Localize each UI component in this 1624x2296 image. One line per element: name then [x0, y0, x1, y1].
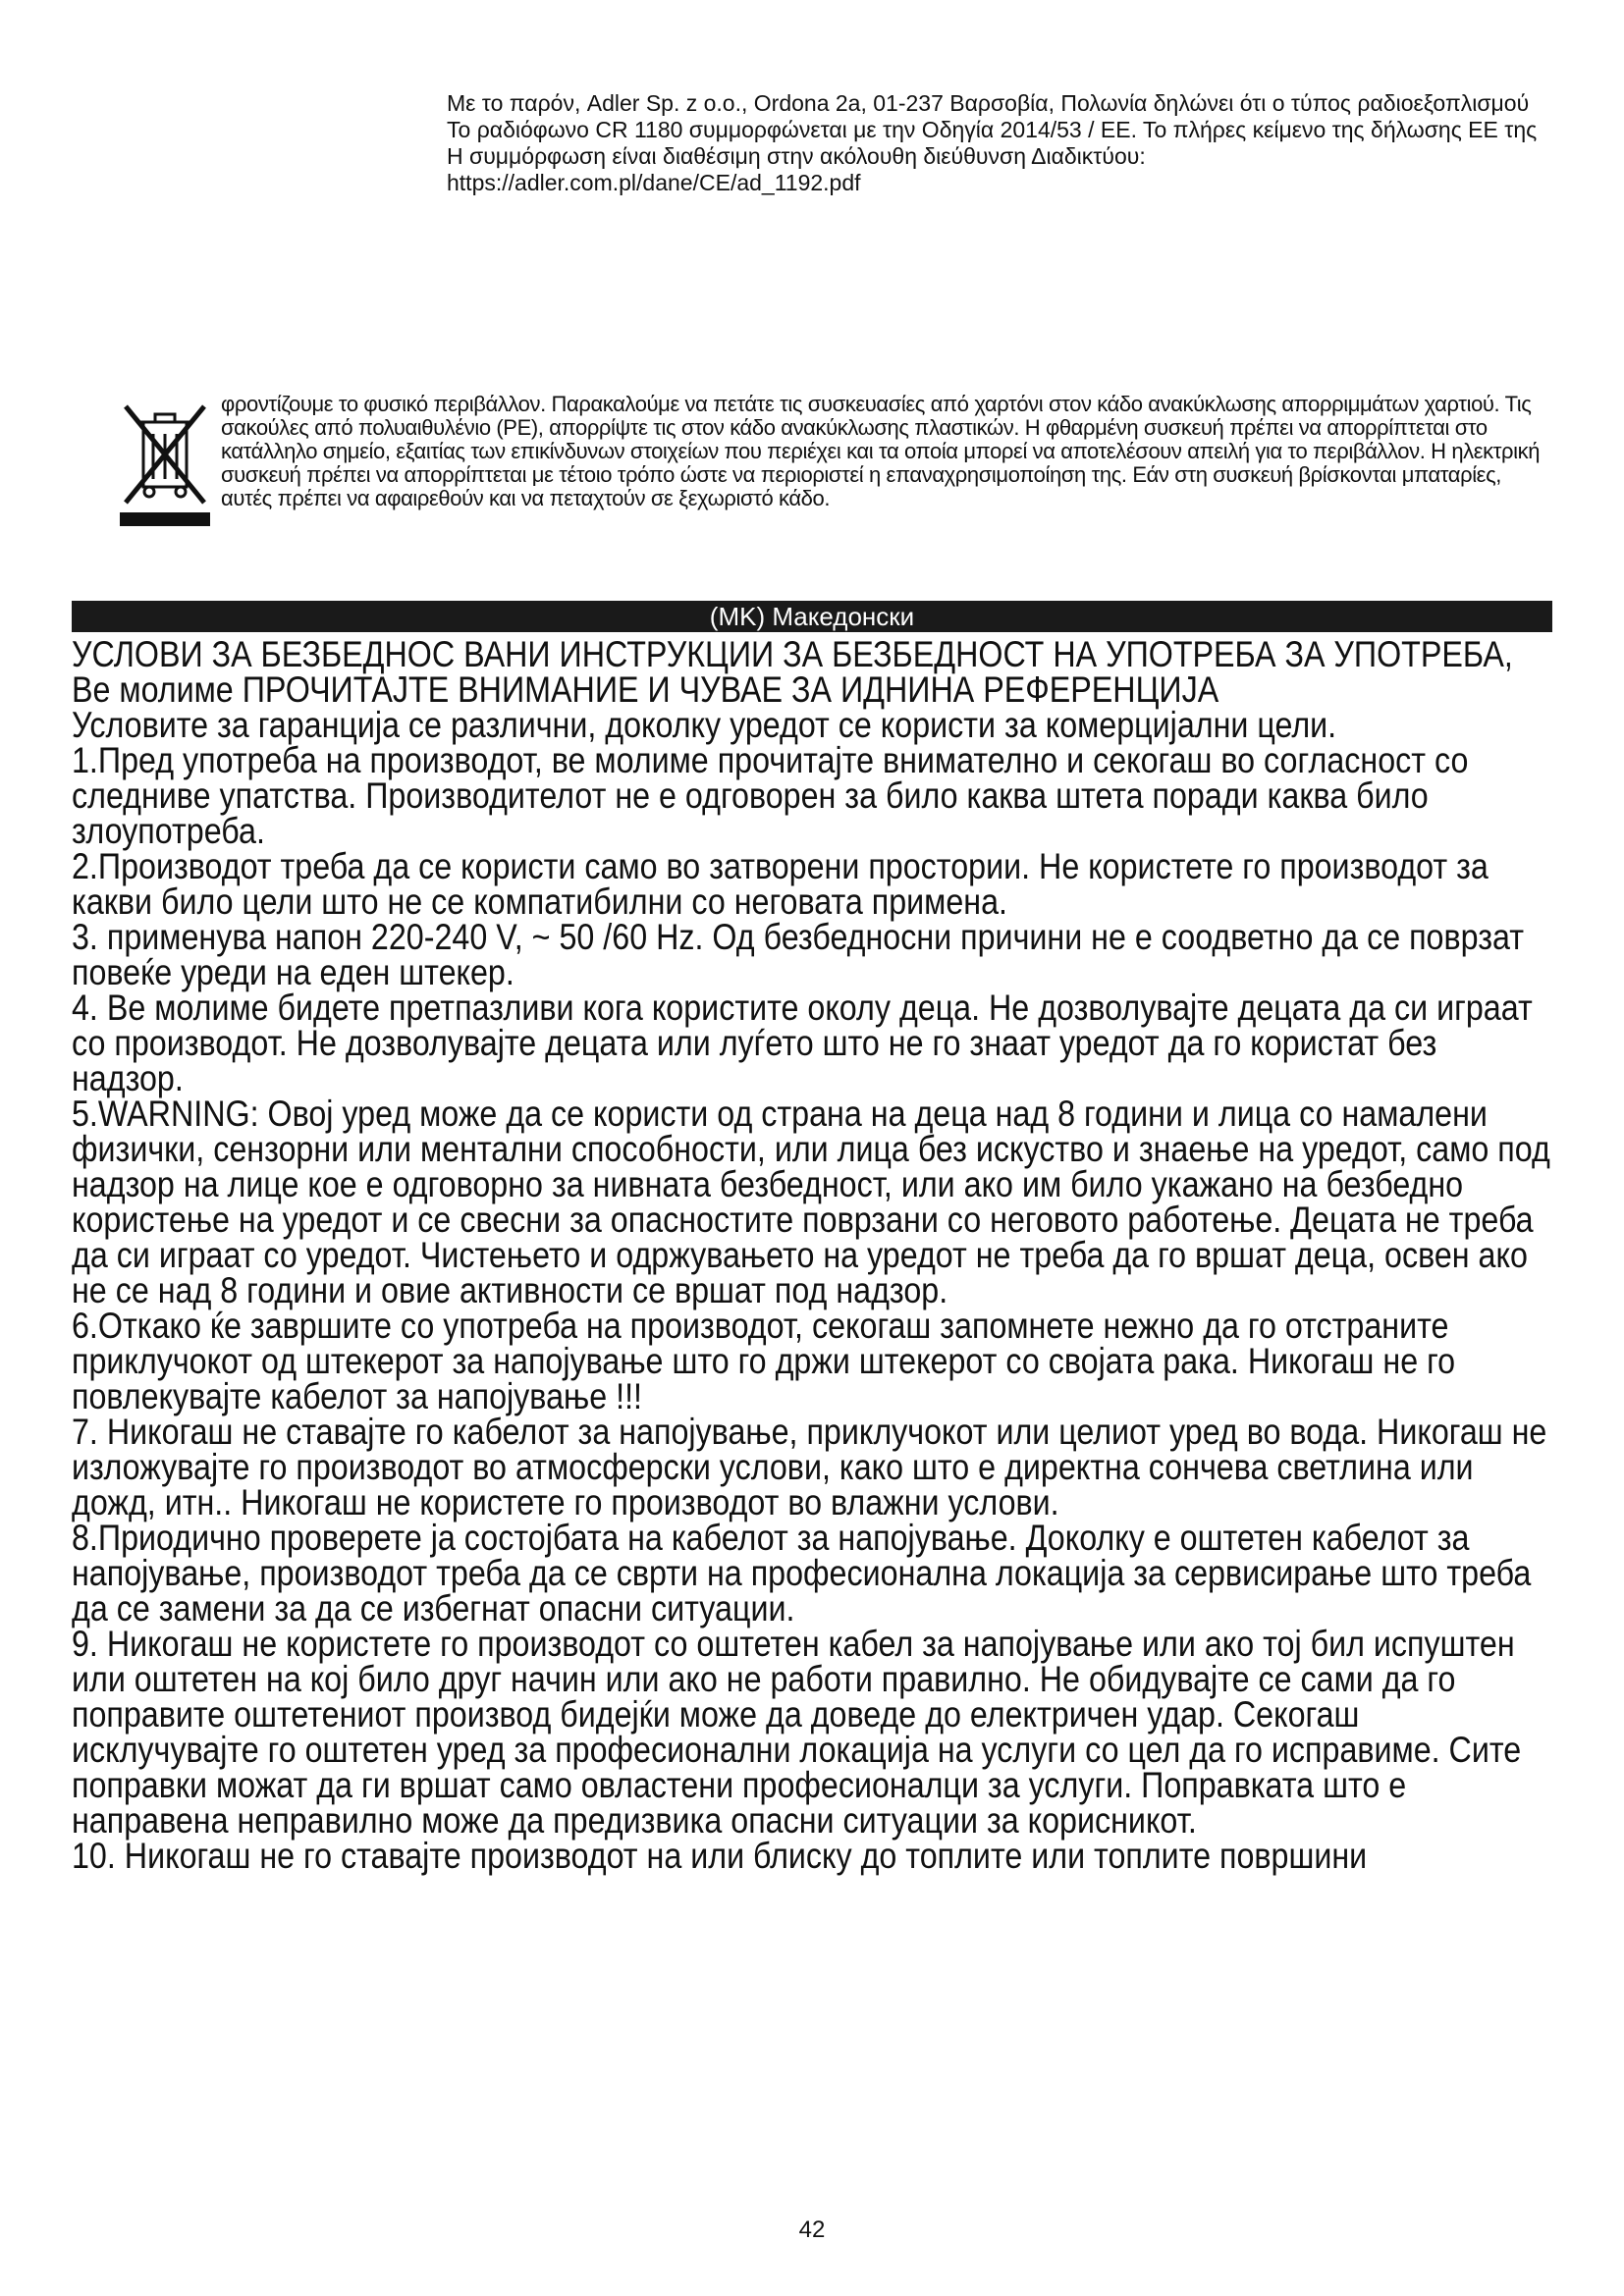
page-number: 42 — [798, 2216, 826, 2243]
instruction-paragraph: 1.Пред употреба на производот, ве молиме прочитајте внимателно и секогаш во согласност со следниве упатства. Производителот не е одговорен за било каква штета поради каква било злоупотреба. — [72, 739, 1469, 851]
macedonian-safety-instructions — [72, 633, 1550, 1876]
crossed-out-wheelie-bin-icon — [120, 400, 210, 528]
instruction-paragraph: 3. применува напон 220-240 V, ~ 50 /60 Hz. Од безбедносни причини не е соодветно да се поврзат повеќе уреди на еден штекер. — [72, 916, 1524, 992]
instruction-paragraph: 5.WARNING: Овој уред може да се користи од страна на деца над 8 години и лица со намалени физички, сензорни или ментални способности, или лица без искуство и знаење на уредот, само под надзор на лице кое е одговорно за нивната безбедност, или ако им било укажано на безбедно користење на уредот и се свесни за опасностите поврзани со неговото работење. Децата не треба да си играат со уредот. Чистењето и одржувањето на уредот не треба да го вршат деца, освен ако не се над 8 години и овие активности се вршат под надзор. — [72, 1093, 1550, 1310]
instruction-paragraph: 6.Откако ќе завршите со употреба на производот, секогаш запомнете нежно да го отстраните приклучокот од штекерот за напојување што го држи штекерот со својата рака. Никогаш не го повлекувајте кабелот за напојување !!! — [72, 1305, 1456, 1416]
instruction-paragraph: Условите за гаранција се различни, доколку уредот се користи за комерцијални цели. — [72, 704, 1337, 745]
greek-declaration — [447, 90, 1546, 196]
weee-paragraph: φροντίζουμε το φυσικό περιβάλλον. Παρακαλούμε να πετάτε τις συσκευασίες από χαρτόνι στον κάδο ανακύκλωσης απορριμμάτων χαρτιού. Τις σακούλες από πολυαιθυλένιο (PE), απορρίψτε τις στον κάδο ανακύκλωσης πλαστικών. Η φθαρμένη συσκευή πρέπει να απορρίπτεται στο κατάλληλο σημείο, εξαιτίας των επικίνδυνων στοιχείων που περιέχει και τα οποία μπορεί να αποτελέσουν απειλή για το περιβάλλον. Η ηλεκτρική συσκευή πρέπει να απορρίπτεται με τέτοιο τρόπο ώστε να περιοριστεί η επαναχρησιμοποίηση της. Εάν στη συσκευή βρίσκονται μπαταρίες, αυτές πρέπει να αφαιρεθούν και να πεταχτούν σε ξεχωριστό κάδο. — [221, 392, 1541, 510]
instruction-paragraph: 10. Никогаш не го ставајте производот на или блиску до топлите или топлите површини — [72, 1835, 1368, 1876]
instruction-paragraph: 4. Ве молиме бидете претпазливи кога користите околу деца. Не дозволувајте децата да си играат со производот. Не дозволувајте децата или луѓето што не го знаат уредот да го користат без надзор. — [72, 987, 1533, 1098]
weee-disposal-notice — [221, 393, 1551, 510]
safety-heading: УСЛОВИ ЗА БЕЗБЕДНОС ВАНИ ИНСТРУКЦИИ ЗА БЕЗБЕДНОСТ НА УПОТРЕБА ЗА УПОТРЕБА, Ве молиме ПРОЧИТАЈТЕ ВНИМАНИЕ И ЧУВАЕ ЗА ИДНИНА РЕФЕРЕНЦИЈА — [72, 633, 1513, 710]
declaration-paragraph: Το ραδιόφωνο CR 1180 συμμορφώνεται με την Οδηγία 2014/53 / ΕΕ. Το πλήρες κείμενο της δήλωσης ΕΕ της Η συμμόρφωση είναι διαθέσιμη στην ακόλουθη διεύθυνση Διαδικτύου: https://adler.com.pl/dane/CE/ad_1192.pdf — [447, 117, 1538, 195]
instruction-paragraph: 8.Приодично проверете ја состојбата на кабелот за напојување. Доколку е оштетен кабелот за напојување, производот треба да се сврти на професионална локација за сервисирање што треба да се замени за да се избегнат опасни ситуации. — [72, 1517, 1532, 1629]
declaration-paragraph: Με το παρόν, Adler Sp. z o.o., Ordona 2a, 01-237 Βαρσοβία, Πολωνία δηλώνει ότι ο τύπος ραδιοεξοπλισμού — [447, 90, 1530, 116]
language-section-header: (MK) Македонски — [72, 601, 1552, 632]
instruction-paragraph: 9. Никогаш не користете го производот со оштетен кабел за напојување или ако тој бил испуштен или оштетен на кој било друг начин или ако не работи правилно. Не обидувајте се сами да го поправите оштетениот производ бидејќи може да доведе до електричен удар. Секогаш исклучувајте го оштетен уред за професионални локација на услуги со цел да го исправиме. Сите поправки можат да ги вршат само овластени професионалци за услуги. Поправката што е направена неправилно може да предизвика опасни ситуации за корисникот. — [72, 1623, 1522, 1841]
instruction-paragraph: 2.Производот треба да се користи само во затворени простории. Не користете го производот за какви било цели што не се компатибилни со неговата примена. — [72, 845, 1489, 922]
instruction-paragraph: 7. Никогаш не ставајте го кабелот за напојување, приклучокот или целиот уред во вода. Никогаш не изложувајте го производот во атмосферски услови, како што е директна сончева светлина или дожд, итн.. Никогаш не користете го производот во влажни услови. — [72, 1411, 1547, 1522]
